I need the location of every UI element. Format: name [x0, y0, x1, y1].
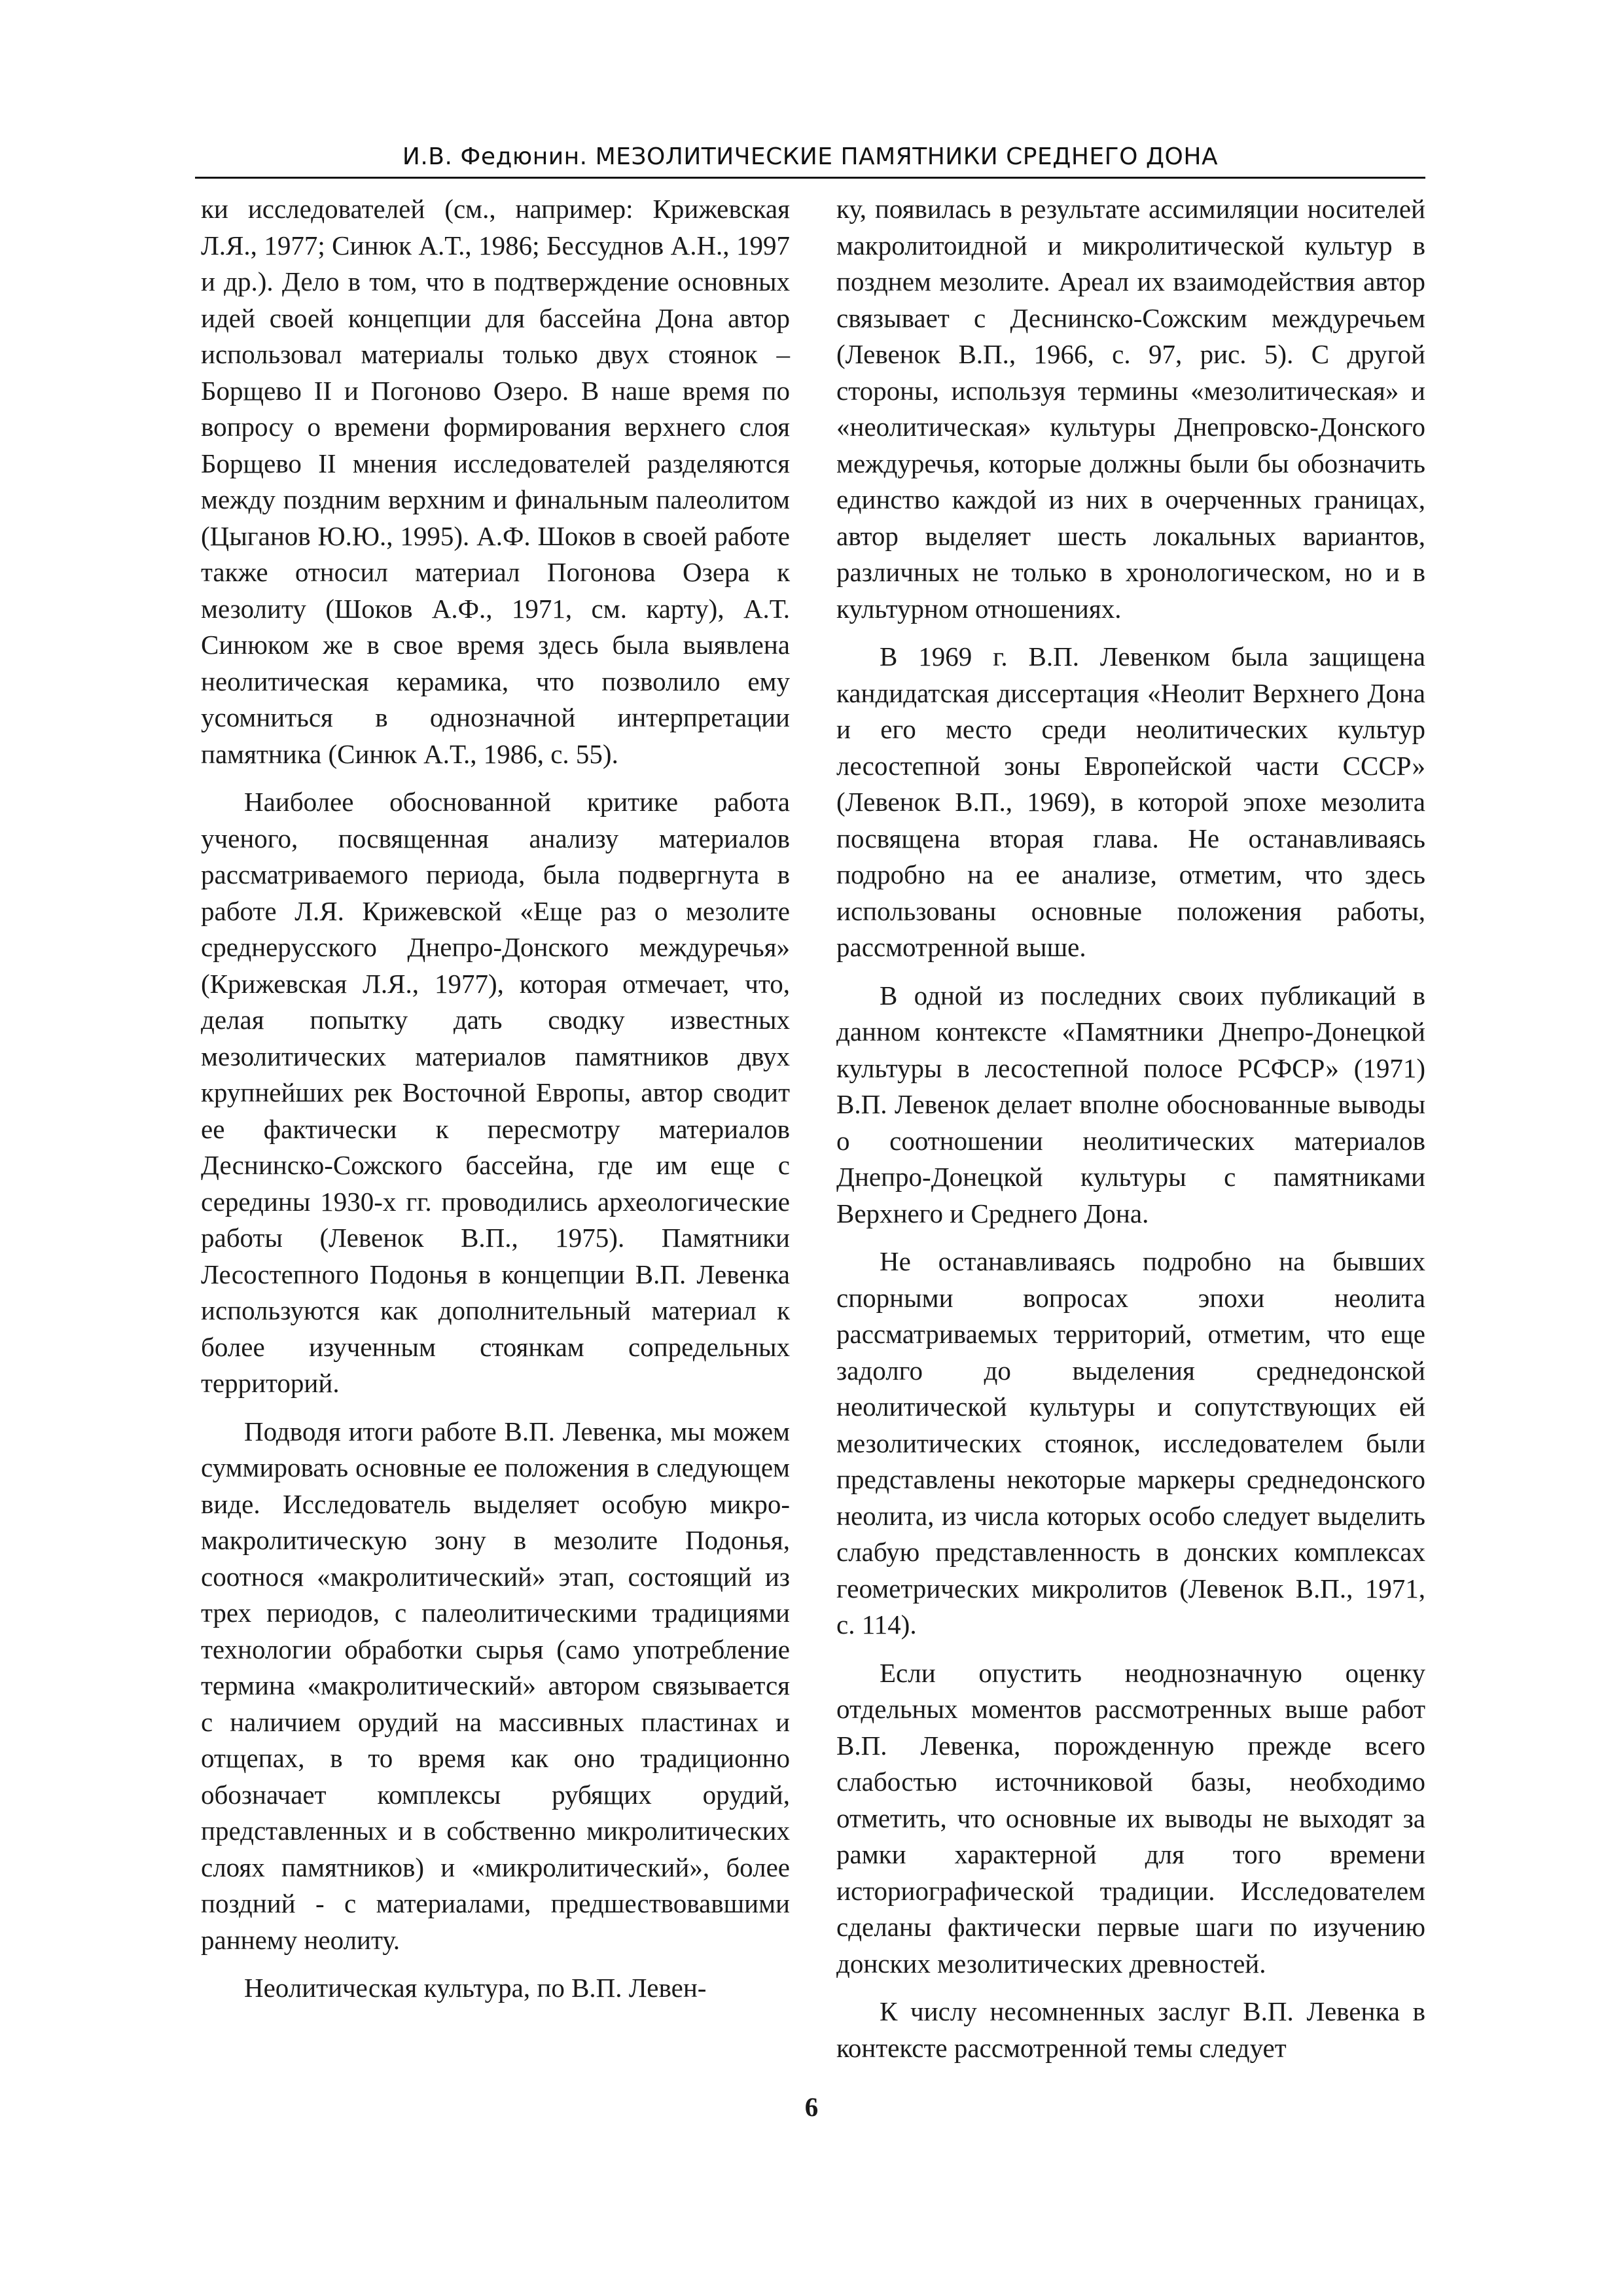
right-paragraph-3: В одной из последних своих публикаций в данном контексте «Памятники Днепро-Донецкой культуры в лесостепной полосе РСФСР» (1971) В.П. Левенок делает вполне обоснованные выводы о соотношении неолитических материалов Днепро-Донецкой культуры с памятниками Верхнего и Среднего Дона. — [836, 980, 1425, 1229]
right-paragraph-5: Если опустить неоднозначную оценку отдельных моментов рассмотренных выше работ В.П. Левенка, порожденную прежде всего слабостью источниковой базы, необходимо отметить, что основные их выводы не выходят за рамки характерной для того времени историографической традиции. Исследователем сделаны фактически первые шаги по изучению донских мезолитических древностей. — [836, 1657, 1425, 1979]
right-column — [836, 191, 1425, 2078]
left-paragraph-3: Подводя итоги работе В.П. Левенка, мы можем суммировать основные ее положения в следующем виде. Исследователь выделяет особую микро-макролитическую зону в мезолите Подонья, соотнося «макролитический» этап, состоящий из трех периодов, с палеолитическими традициями технологии обработки сырья (само употребление термина «макролитический» автором связывается с наличием орудий на массивных пластинах и отщепах, в то время как оно традиционно обозначает комплексы рубящих орудий, представленных и в собственно микролитических слоях памятников) и «микролитический», более поздний - с материалами, предшествовавшими раннему неолиту. — [201, 1416, 790, 1955]
left-paragraph-2: Наиболее обоснованной критике работа ученого, посвященная анализу материалов рассматриваемого периода, была подвергнута в работе Л.Я. Крижевской «Еще раз о мезолите среднерусского Днепро-Донского междуречья» (Крижевская Л.Я., 1977), которая отмечает, что, делая попытку дать сводку известных мезолитических материалов памятников двух крупнейших рек Восточной Европы, автор сводит ее фактически к пересмотру материалов Деснинско-Сожского бассейна, где им еще с середины 1930-х гг. проводились археологические работы (Левенок В.П., 1975). Памятники Лесостепного Подонья в концепции В.П. Левенка используются как дополнительный материал к более изученным стоянкам сопредельных территорий. — [201, 787, 790, 1398]
running-head-title: И.В. Федюнин. МЕЗОЛИТИЧЕСКИЕ ПАМЯТНИКИ СРЕДНЕГО ДОНА — [402, 143, 1219, 170]
left-column — [201, 191, 790, 2018]
header-rule — [195, 177, 1425, 179]
left-paragraph-1: ки исследователей (см., например: Крижевская Л.Я., 1977; Синюк А.Т., 1986; Бессуднов А.Н., 1997 и др.). Дело в том, что в подтверждение основных идей своей концепции для бассейна Дона автор использовал материалы только двух стоянок – Борщево II и Погоново Озеро. В наше время по вопросу о времени формирования верхнего слоя Борщево II мнения исследователей разделяются между поздним верхним и финальным палеолитом (Цыганов Ю.Ю., 1995). А.Ф. Шоков в своей работе также относил материал Погонова Озера к мезолиту (Шоков А.Ф., 1971, см. карту), А.Т. Синюком же в свое время здесь была выявлена неолитическая керамика, что позволило ему усомниться в однозначной интерпретации памятника (Синюк А.Т., 1986, с. 55). — [201, 194, 790, 769]
page-number: 6 — [804, 2092, 819, 2122]
right-paragraph-4: Не останавливаясь подробно на бывших спорными вопросах эпохи неолита рассматриваемых территорий, отметим, что еще задолго до выделения среднедонской неолитической культуры и сопутствующих ей мезолитических стоянок, исследователем были представлены некоторые маркеры среднедонского неолита, из числа которых особо следует выделить слабую представленность в донских комплексах геометрических микролитов (Левенок В.П., 1971, с. 114). — [836, 1246, 1425, 1640]
right-paragraph-2: В 1969 г. В.П. Левенком была защищена кандидатская диссертация «Неолит Верхнего Дона и его место среди неолитических культур лесостепной зоны Европейской части СССР» (Левенок В.П., 1969), в которой эпохе мезолита посвящена вторая глава. Не останавливаясь подробно на ее анализе, отметим, что здесь использованы основные положения работы, рассмотренной выше. — [836, 641, 1425, 962]
left-paragraph-4: Неолитическая культура, по В.П. Левен- — [244, 1973, 707, 2003]
right-paragraph-6: К числу несомненных заслуг В.П. Левенка в контексте рассмотренной темы следует — [836, 1996, 1425, 2063]
right-paragraph-1: ку, появилась в результате ассимиляции носителей макролитоидной и микролитической культур в позднем мезолите. Ареал их взаимодействия автор связывает с Деснинско-Сожским междуречьем (Левенок В.П., 1966, с. 97, рис. 5). С другой стороны, используя термины «мезолитическая» и «неолитическая» культуры Днепровско-Донского междуречья, которые должны были бы обозначить единство каждой из них в очерченных границах, автор выделяет шесть локальных вариантов, различных не только в хронологическом, но и в культурном отношениях. — [836, 194, 1425, 624]
